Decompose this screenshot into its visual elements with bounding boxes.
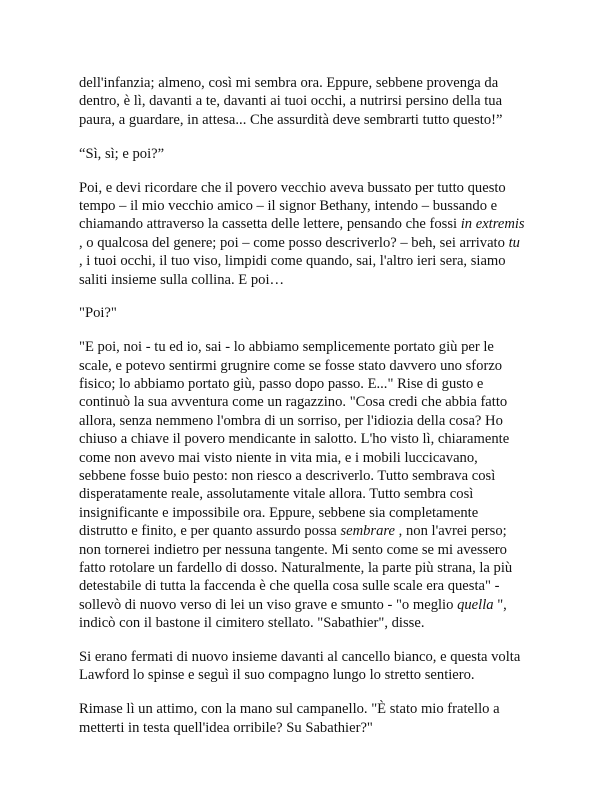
paragraph [79, 700, 539, 737]
text-run: non tornerei indietro per nessuna tangente. Mi sento come se mi avessero [79, 541, 507, 558]
italic-text-run: sembrare [340, 523, 396, 540]
text-run: chiamando attraverso la cassetta delle lettere, pensando che fossi [79, 216, 461, 233]
text-line [79, 338, 539, 356]
text-line [79, 614, 539, 632]
text-run: dentro, è lì, davanti a te, davanti ai tuoi occhi, a nutrirsi persino della tua [79, 93, 503, 110]
text-run: dell'infanzia; almeno, così mi sembra ora. Eppure, sebbene provenga da [79, 75, 499, 91]
text-run: come non avevo mai visto niente in vita mia, e i mobili luccicavano, [79, 449, 478, 466]
text-run: sollevò di nuovo verso di lei un viso grave e smunto - "o meglio [79, 596, 458, 613]
text-run: metterti in testa quell'idea orribile? Su Sabathier?" [79, 719, 373, 736]
paragraph [79, 304, 539, 322]
paragraph [79, 145, 539, 163]
text-line [79, 719, 539, 737]
paragraph [79, 338, 539, 632]
text-run: paura, a guardare, in attesa... Che assurdità deve sembrarti tutto questo!” [79, 111, 503, 128]
text-run: Lawford lo spinse e seguì il suo compagno lungo lo stretto sentiero. [79, 667, 475, 684]
text-line [79, 577, 539, 595]
text-run: ", [493, 596, 507, 613]
text-run: indicò con il bastone il cimitero stellato. "Sabathier", disse. [79, 615, 425, 632]
italic-text-run: tu [508, 234, 520, 251]
text-run: chiuso a chiave il povero mendicante in salotto. L'ho visto lì, chiaramente [79, 431, 510, 448]
text-run: , i tuoi occhi, il tuo viso, limpidi come quando, sai, l'altro ieri sera, siamo [79, 253, 506, 270]
text-line [79, 215, 539, 233]
text-run: "Poi?" [79, 305, 117, 322]
text-run: insignificante e impossibile ora. Eppure, sebbene sia completamente [79, 504, 479, 521]
text-run: , non l'avrei perso; [395, 523, 507, 540]
text-line [79, 449, 539, 467]
text-run: scale, e potevo sentirmi grugnire come se fosse stato davvero uno sforzo [79, 357, 503, 374]
text-run: disperatamente reale, assolutamente vitale allora. Tutto sembra così [79, 486, 474, 503]
text-run: "E poi, noi - tu ed io, sai - lo abbiamo semplicemente portato giù per le [79, 339, 494, 356]
text-line [79, 304, 539, 322]
text-line [79, 700, 539, 718]
text-line [79, 252, 539, 270]
text-line [79, 666, 539, 684]
text-run: tempo – il mio vecchio amico – il signor Bethany, intendo – bussando e [79, 197, 498, 214]
paragraph [79, 648, 539, 685]
text-run: distrutto e finito, e per quanto assurdo possa [79, 523, 341, 540]
text-line [79, 541, 539, 559]
text-run: saliti insieme sulla collina. E poi… [79, 271, 285, 288]
text-line [79, 559, 539, 577]
text-line [79, 74, 539, 92]
text-line [79, 197, 539, 215]
text-line [79, 357, 539, 375]
text-line [79, 648, 539, 666]
text-line [79, 271, 539, 289]
text-run: , o qualcosa del genere; poi – come posso descriverlo? – beh, sei arrivato [79, 234, 509, 251]
text-line [79, 522, 539, 540]
text-run: detestabile di tutta la faccenda è che quella cosa sulle scale era questa" - [79, 578, 500, 595]
text-line [79, 393, 539, 411]
text-line [79, 145, 539, 163]
text-line [79, 234, 539, 252]
text-run: fisico; lo abbiamo portato giù, passo dopo passo. E..." Rise di gusto e [79, 376, 484, 393]
paragraph [79, 74, 539, 129]
document-page [79, 74, 539, 753]
paragraph [79, 179, 539, 289]
text-line [79, 375, 539, 393]
text-run: continuò la sua avventura come un ragazzino. "Cosa credi che abbia fatto [79, 394, 508, 411]
italic-text-run: in extremis [460, 216, 525, 233]
text-run: Rimase lì un attimo, con la mano sul campanello. "È stato mio fratello a [79, 701, 500, 718]
text-run: fatto rotolare un fardello di dosso. Naturalmente, la parte più strana, la più [79, 559, 513, 576]
text-run: “Sì, sì; e poi?” [79, 145, 165, 162]
text-line [79, 412, 539, 430]
text-line [79, 111, 539, 129]
italic-text-run: quella [457, 596, 494, 613]
text-line [79, 92, 539, 110]
text-line [79, 504, 539, 522]
text-line [79, 596, 539, 614]
text-run: allora, senza nemmeno l'ombra di un sorriso, per l'idiozia della cosa? Ho [79, 412, 503, 429]
text-line [79, 430, 539, 448]
text-line [79, 179, 539, 197]
text-run: Poi, e devi ricordare che il povero vecchio aveva bussato per tutto questo [79, 179, 506, 196]
text-run: Si erano fermati di nuovo insieme davanti al cancello bianco, e questa volta [79, 649, 521, 666]
text-run: sebbene fosse buio pesto: non riesco a descriverlo. Tutto sembrava così [79, 468, 496, 485]
text-line [79, 485, 539, 503]
text-line [79, 467, 539, 485]
